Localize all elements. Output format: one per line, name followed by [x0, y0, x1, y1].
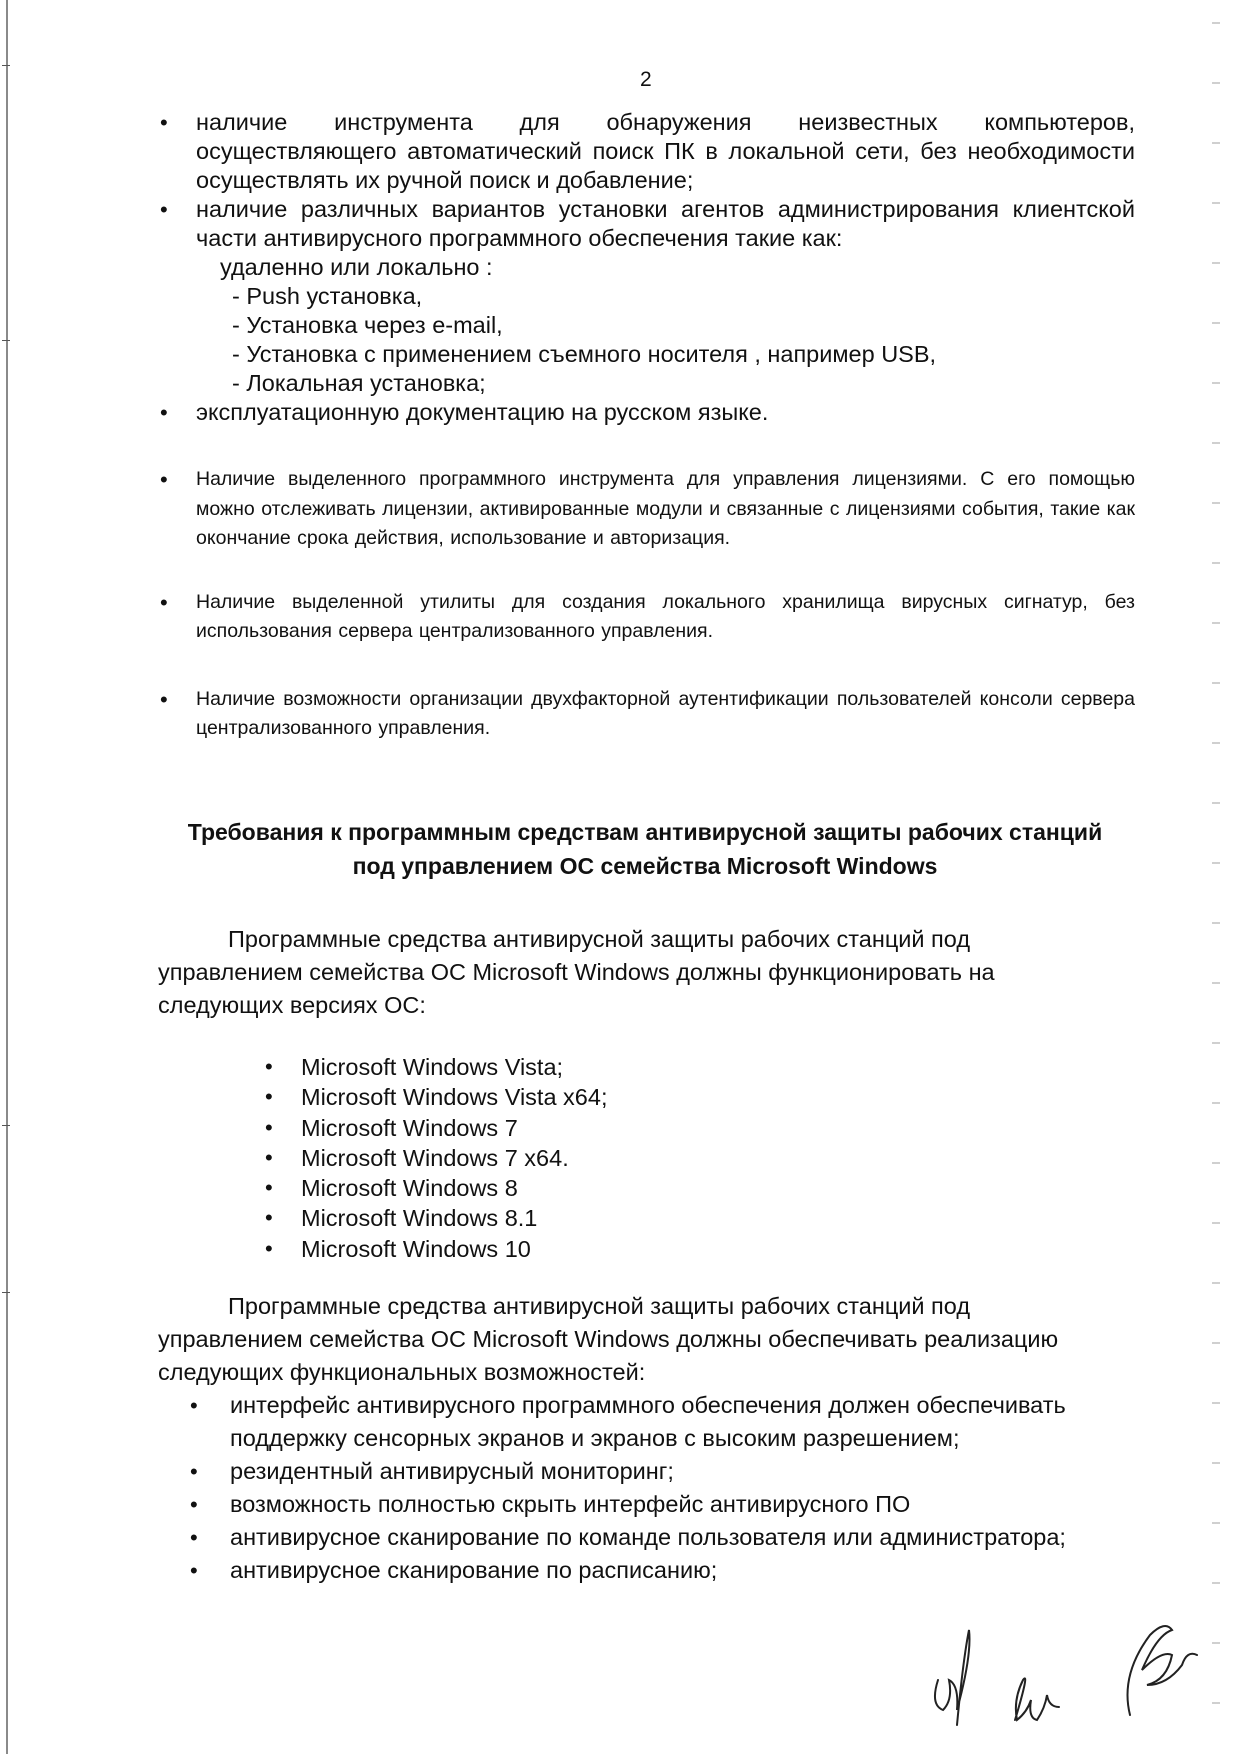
scan-tick: [2, 1125, 10, 1126]
list-item: • наличие различных вариантов установки агентов администрирования клиентской части антивирусного программного обеспечения такие как:: [160, 195, 1135, 253]
signature-mark: [935, 1630, 970, 1725]
list-item: • Наличие выделенной утилиты для создания локального хранилища вирусных сигнатур, без использования сервера централизованного управления.: [160, 588, 1135, 647]
scan-tick: [2, 340, 10, 341]
paragraph-line: Программные средства антивирусной защиты рабочих станций под: [228, 1293, 971, 1319]
list-item: • Наличие возможности организации двухфакторной аутентификации пользователей консоли сервера централизованного управления.: [160, 685, 1135, 744]
feature-list: [190, 1389, 1120, 1587]
paragraph-features-intro: [158, 1290, 1118, 1389]
paragraph-line: управлением семейства ОС Microsoft Windows должны функционировать на: [158, 959, 995, 985]
handwritten-signatures: [920, 1605, 1210, 1735]
scan-left-edge: [6, 0, 8, 1754]
feature-item: • антивирусное сканирование по расписанию;: [190, 1554, 1120, 1587]
page-number: 2: [640, 68, 652, 91]
os-version-list: [265, 1052, 607, 1264]
install-option: удаленно или локально :: [220, 254, 493, 280]
os-item: • Microsoft Windows 8: [265, 1173, 607, 1203]
heading-line: под управлением ОС семейства Microsoft Windows: [352, 853, 938, 879]
install-option: - Установка с применением съемного носителя , например USB,: [232, 341, 937, 367]
list-item: • Наличие выделенного программного инструмента для управления лицензиями. С его помощью можно отслеживать лицензии, активированные модули и связанные с лицензиями события, такие как окончание срока действия, использование и авторизация.: [160, 465, 1135, 554]
feature-item: • интерфейс антивирусного программного обеспечения должен обеспечивать поддержку сенсорных экранов и экранов с высоким разрешением;: [190, 1389, 1120, 1455]
signature-mark: [1015, 1678, 1059, 1720]
section-heading: [150, 815, 1140, 883]
os-item: • Microsoft Windows 7: [265, 1113, 607, 1143]
list-item: • эксплуатационную документацию на русском языке.: [160, 398, 1135, 427]
os-item: • Microsoft Windows Vista;: [265, 1052, 607, 1082]
install-option: - Push установка,: [232, 283, 423, 309]
scan-tick: [2, 1292, 10, 1293]
os-item: • Microsoft Windows 8.1: [265, 1203, 607, 1233]
paragraph-line: следующих версиях ОС:: [158, 992, 426, 1018]
os-item: • Microsoft Windows Vista x64;: [265, 1082, 607, 1112]
os-item: • Microsoft Windows 7 x64.: [265, 1143, 607, 1173]
feature-item: • резидентный антивирусный мониторинг;: [190, 1455, 1120, 1488]
install-option: - Локальная установка;: [232, 370, 486, 396]
feature-item: • антивирусное сканирование по команде пользователя или администратора;: [190, 1521, 1120, 1554]
signature-mark: [1128, 1626, 1198, 1715]
scan-tick: [2, 65, 10, 66]
list-item: • наличие инструмента для обнаружения неизвестных компьютеров, осуществляющего автоматический поиск ПК в локальной сети, без необходимости осуществлять их ручной поиск и добавление;: [160, 108, 1135, 195]
requirements-list-top: [160, 108, 1135, 744]
feature-item: • возможность полностью скрыть интерфейс антивирусного ПО: [190, 1488, 1120, 1521]
paragraph-line: Программные средства антивирусной защиты рабочих станций под: [228, 926, 971, 952]
paragraph-line: управлением семейства ОС Microsoft Windows должны обеспечивать реализацию: [158, 1326, 1059, 1352]
install-option: - Установка через e-mail,: [232, 312, 503, 338]
scan-right-edge: [1212, 0, 1220, 1754]
paragraph-line: следующих функциональных возможностей:: [158, 1359, 646, 1385]
os-item: • Microsoft Windows 10: [265, 1234, 607, 1264]
heading-line: Требования к программным средствам антивирусной защиты рабочих станций: [187, 819, 1103, 845]
paragraph-os-intro: [158, 923, 1118, 1022]
